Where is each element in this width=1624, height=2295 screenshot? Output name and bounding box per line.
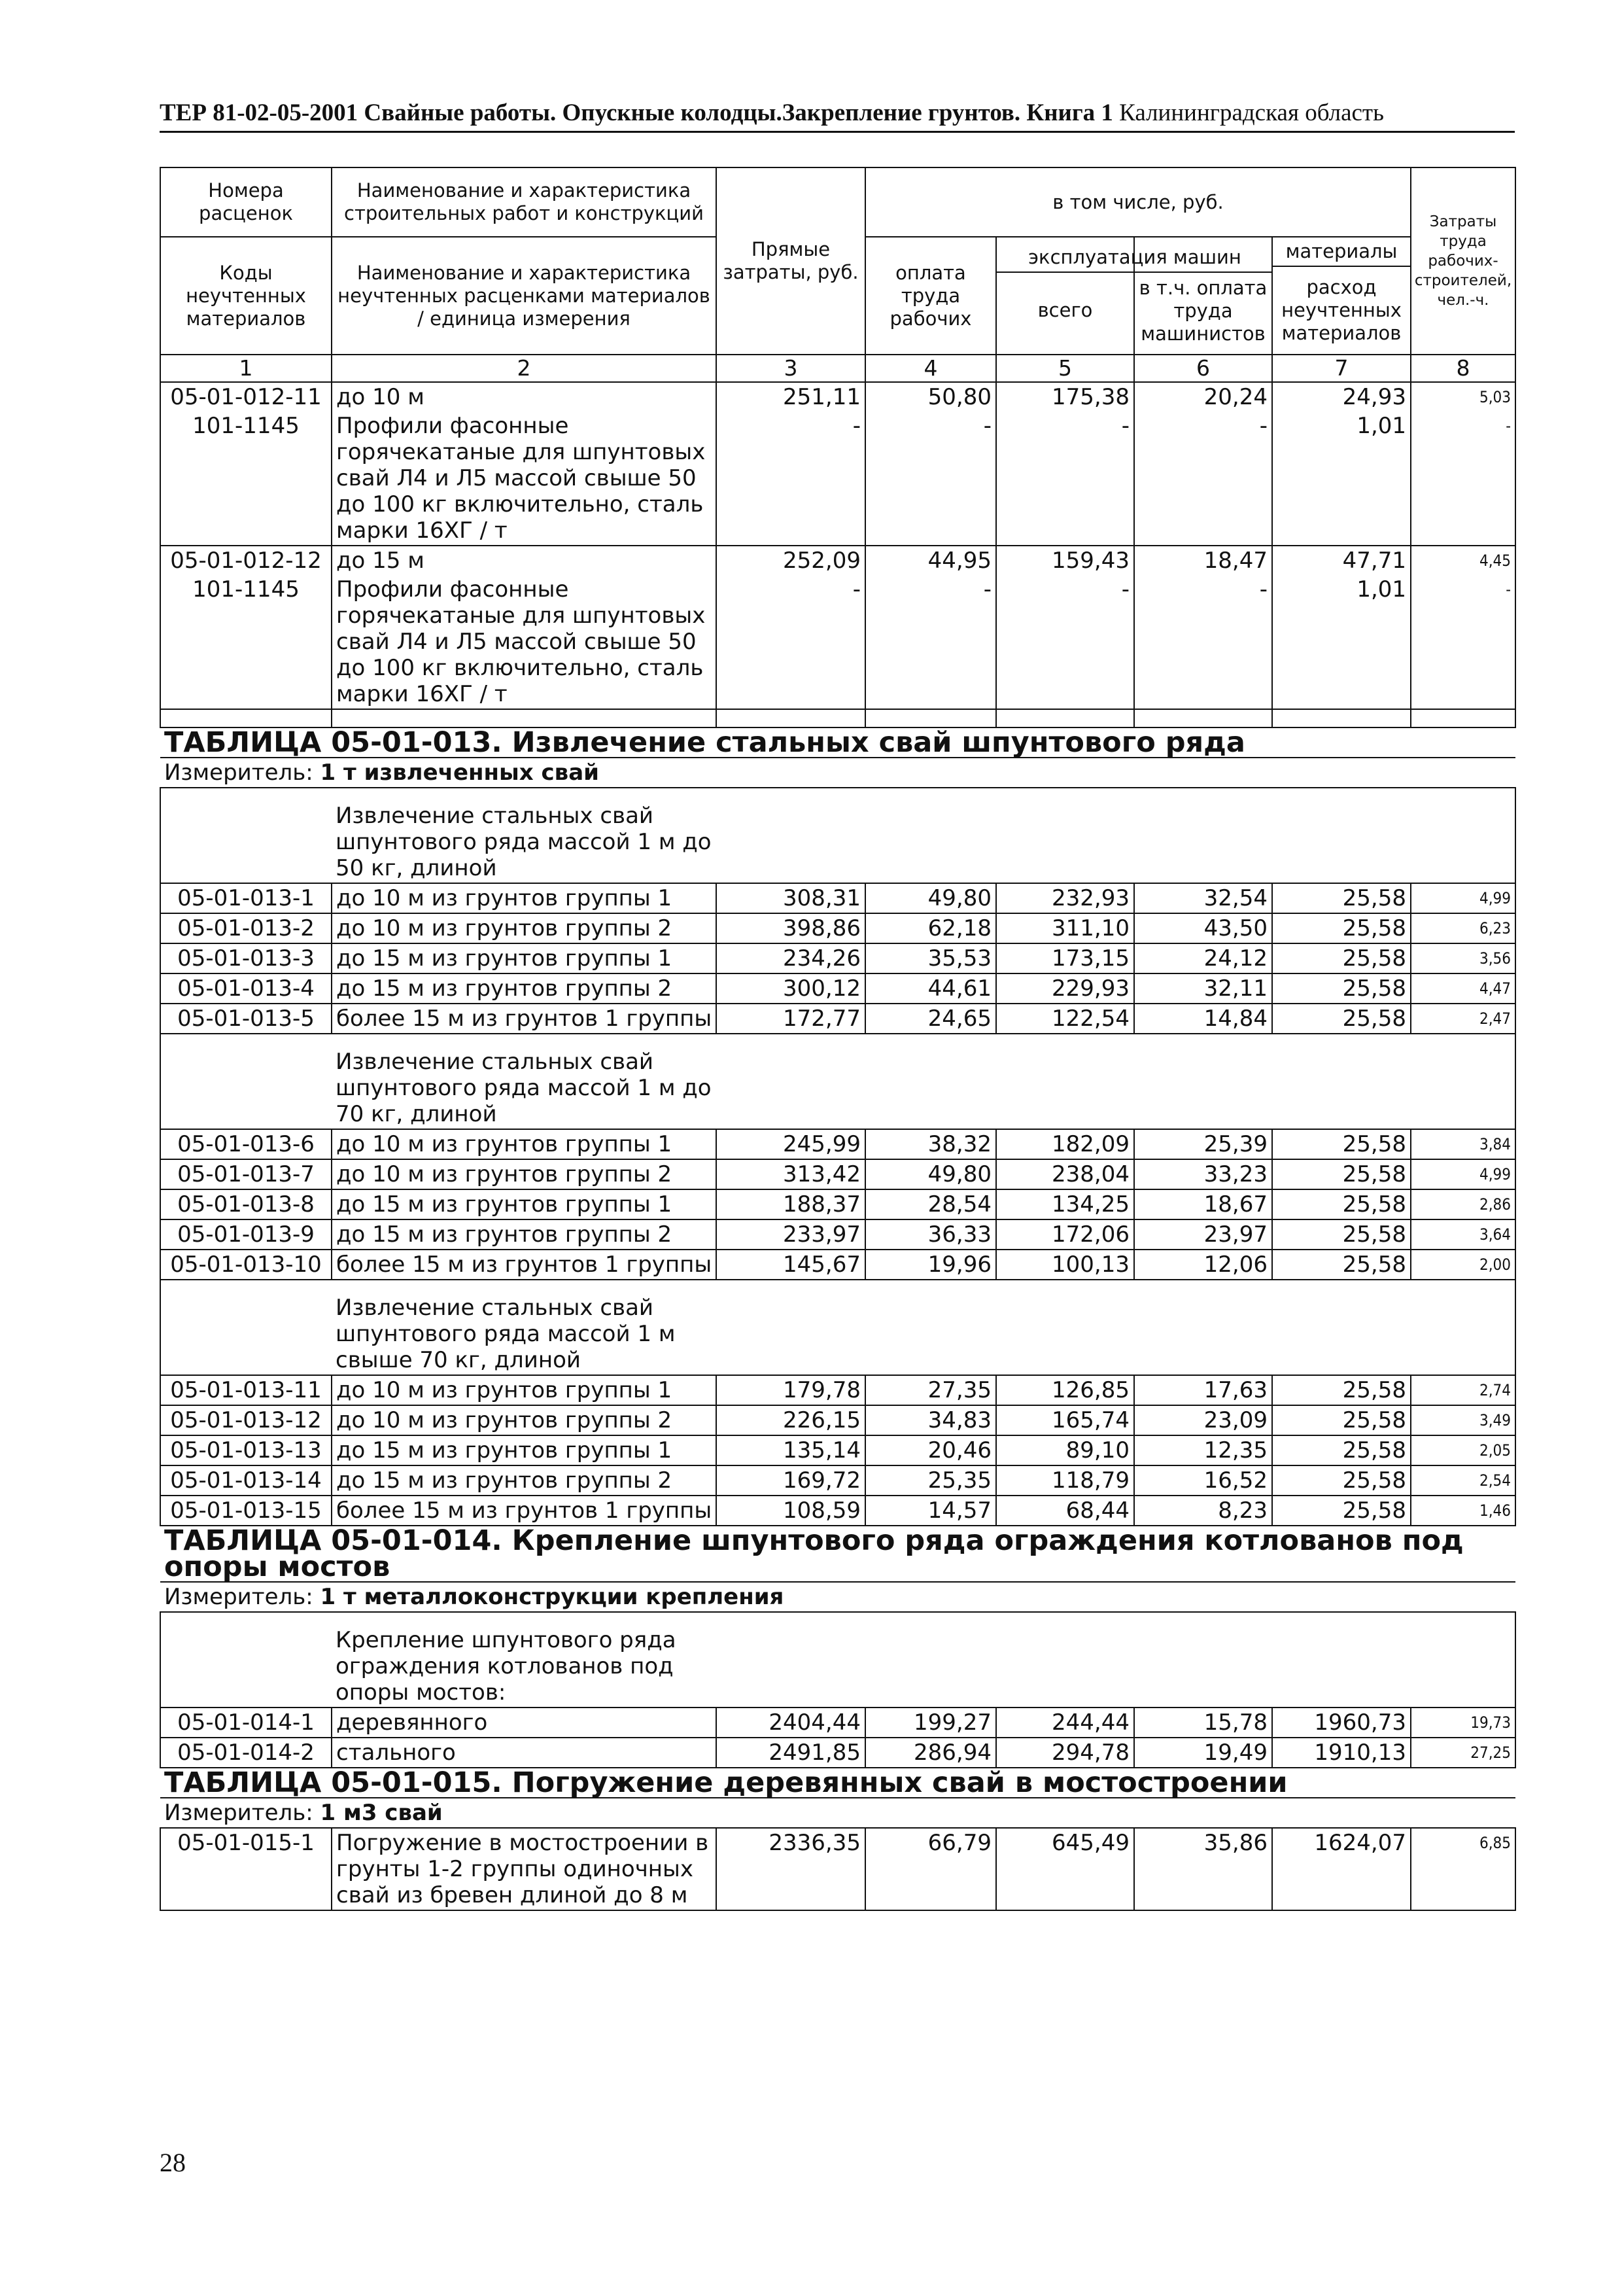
materials-head: материалы — [1273, 237, 1410, 267]
materials-cost: 25,58 — [1272, 883, 1411, 913]
labor-pay: 27,35 — [865, 1375, 996, 1405]
table-row — [160, 1405, 1515, 1435]
table-row — [160, 1828, 1515, 1910]
table-row — [160, 412, 1515, 546]
group-intro-014-text: Крепление шпунтового ряда ограждения котлованов под опоры мостов: — [336, 1627, 676, 1706]
table-014-measure — [160, 1582, 1515, 1612]
machines-head: эксплуатация машин — [997, 243, 1273, 273]
group-intro-2-text: Извлечение стальных свай шпунтового ряда массой 1 м до 70 кг, длиной — [336, 1049, 712, 1127]
col3-head: Прямые затраты, руб. — [716, 167, 865, 355]
table-013-title: ТАБЛИЦА 05-01-013. Извлечение стальных свай шпунтового ряда — [160, 727, 1515, 758]
spacer-cell — [716, 709, 865, 727]
direct-cost: 188,37 — [716, 1189, 865, 1219]
rate-code: 05-01-013-4 — [160, 973, 332, 1004]
machinists-pay: 15,78 — [1134, 1708, 1272, 1738]
materials-cost: 25,58 — [1272, 1129, 1411, 1159]
direct-cost: 245,99 — [716, 1129, 865, 1159]
labor-pay: 34,83 — [865, 1405, 996, 1435]
rate-code: 05-01-013-8 — [160, 1189, 332, 1219]
labor-pay: - — [865, 575, 996, 709]
machines-total: 311,10 — [996, 913, 1134, 943]
rate-name: до 15 м из грунтов группы 2 — [332, 1219, 716, 1250]
machinists-pay: 23,97 — [1134, 1219, 1272, 1250]
rate-name: Профили фасонные горячекатаные для шпунтовых свай Л4 и Л5 массой свыше 50 до 100 кг включительно, сталь марки 16ХГ / т — [332, 575, 716, 709]
empty-code-cell — [160, 788, 332, 883]
materials-cost: 1,01 — [1272, 575, 1411, 709]
labor-hours: 4,99 — [1411, 1159, 1515, 1189]
machinists-pay: 20,24 — [1134, 382, 1272, 412]
table-015-measure-row — [160, 1798, 1515, 1828]
rate-code: 05-01-013-12 — [160, 1405, 332, 1435]
spacer-cell — [332, 709, 716, 727]
rate-code: 05-01-013-14 — [160, 1465, 332, 1496]
col1-head-top: Номера расценок — [160, 167, 332, 237]
empty-code-cell — [160, 1612, 332, 1708]
materials-cost: 25,58 — [1272, 1375, 1411, 1405]
machinists-pay: 43,50 — [1134, 913, 1272, 943]
table-row — [160, 1129, 1515, 1159]
table-row — [160, 913, 1515, 943]
machines-total: 229,93 — [996, 973, 1134, 1004]
rate-name: до 10 м — [332, 382, 716, 412]
header-title: ТЕР 81-02-05-2001 Свайные работы. Опускные колодцы.Закрепление грунтов. Книга 1 — [160, 99, 1113, 126]
machines-total: 175,38 — [996, 382, 1134, 412]
direct-cost: 169,72 — [716, 1465, 865, 1496]
machinists-pay: 14,84 — [1134, 1004, 1272, 1034]
direct-cost: 234,26 — [716, 943, 865, 973]
machines-total: 238,04 — [996, 1159, 1134, 1189]
machinists-pay: 25,39 — [1134, 1129, 1272, 1159]
rate-name: до 10 м из грунтов группы 1 — [332, 1375, 716, 1405]
machines-total: 134,25 — [996, 1189, 1134, 1219]
materials-cost: 1910,13 — [1272, 1738, 1411, 1768]
labor-pay: 286,94 — [865, 1738, 996, 1768]
labor-hours: 3,84 — [1411, 1129, 1515, 1159]
direct-cost: 398,86 — [716, 913, 865, 943]
rate-code: 05-01-014-2 — [160, 1738, 332, 1768]
materials-cost: 25,58 — [1272, 973, 1411, 1004]
machinists-pay: 35,86 — [1134, 1828, 1272, 1910]
col8-head: Затраты труда рабочих-строителей, чел.-ч. — [1411, 167, 1515, 355]
rate-code: 05-01-013-6 — [160, 1129, 332, 1159]
rate-code: 05-01-014-1 — [160, 1708, 332, 1738]
labor-hours: 4,45 — [1411, 546, 1515, 575]
table-014-title: ТАБЛИЦА 05-01-014. Крепление шпунтового ряда ограждения котлованов под опоры мостов — [160, 1526, 1515, 1582]
labor-pay: 36,33 — [865, 1219, 996, 1250]
rate-name: Профили фасонные горячекатаные для шпунтовых свай Л4 и Л5 массой свыше 50 до 100 кг включительно, сталь марки 16ХГ / т — [332, 412, 716, 546]
labor-hours: 5,03 — [1411, 382, 1515, 412]
table-013-title-row — [160, 727, 1515, 758]
machines-total: 232,93 — [996, 883, 1134, 913]
rate-name: до 15 м из грунтов группы 1 — [332, 1435, 716, 1465]
labor-pay: 44,95 — [865, 546, 996, 575]
labor-hours: 2,54 — [1411, 1465, 1515, 1496]
labor-pay: 38,32 — [865, 1129, 996, 1159]
col7-head — [1272, 237, 1411, 355]
direct-cost: 145,67 — [716, 1250, 865, 1280]
direct-cost: 179,78 — [716, 1375, 865, 1405]
group-intro-1-text: Извлечение стальных свай шпунтового ряда массой 1 м до 50 кг, длиной — [336, 803, 712, 881]
labor-pay: 44,61 — [865, 973, 996, 1004]
direct-cost: 313,42 — [716, 1159, 865, 1189]
labor-hours: 4,47 — [1411, 973, 1515, 1004]
table-row — [160, 1219, 1515, 1250]
measure-value: 1 м3 свай — [320, 1800, 443, 1826]
rate-name: более 15 м из грунтов 1 группы — [332, 1496, 716, 1526]
page-number: 28 — [160, 2148, 186, 2177]
labor-hours: 2,05 — [1411, 1435, 1515, 1465]
rate-name: более 15 м из грунтов 1 группы — [332, 1250, 716, 1280]
labor-hours: 27,25 — [1411, 1738, 1515, 1768]
rate-code: 05-01-013-3 — [160, 943, 332, 973]
col1-head-bottom: Коды неучтенных материалов — [160, 237, 332, 355]
group-intro-row — [160, 1034, 1515, 1129]
group-intro-row — [160, 788, 1515, 883]
rate-name: до 15 м из грунтов группы 2 — [332, 973, 716, 1004]
labor-pay: 28,54 — [865, 1189, 996, 1219]
measure-label: Измеритель: — [164, 1800, 313, 1826]
rate-code: 05-01-013-7 — [160, 1159, 332, 1189]
materials-cost: 25,58 — [1272, 913, 1411, 943]
table-015-title-row — [160, 1768, 1515, 1798]
machines-total: 173,15 — [996, 943, 1134, 973]
labor-pay: 24,65 — [865, 1004, 996, 1034]
incl-head: в том числе, руб. — [865, 167, 1411, 237]
rate-name: до 10 м из грунтов группы 2 — [332, 1405, 716, 1435]
direct-cost: 135,14 — [716, 1435, 865, 1465]
rate-code: 05-01-013-13 — [160, 1435, 332, 1465]
machinists-pay: 24,12 — [1134, 943, 1272, 973]
rate-name: до 15 м — [332, 546, 716, 575]
labor-pay: 25,35 — [865, 1465, 996, 1496]
labor-pay: 49,80 — [865, 883, 996, 913]
colnum-2: 2 — [332, 355, 716, 382]
direct-cost: 233,97 — [716, 1219, 865, 1250]
rate-name: до 10 м из грунтов группы 2 — [332, 913, 716, 943]
labor-hours: 3,56 — [1411, 943, 1515, 973]
materials-cost: 25,58 — [1272, 1435, 1411, 1465]
table-body — [160, 382, 1515, 1910]
labor-pay: 49,80 — [865, 1159, 996, 1189]
labor-pay: - — [865, 412, 996, 546]
rate-name: до 10 м из грунтов группы 1 — [332, 1129, 716, 1159]
rate-name: до 15 м из грунтов группы 1 — [332, 1189, 716, 1219]
labor-pay: 20,46 — [865, 1435, 996, 1465]
labor-hours: 2,86 — [1411, 1189, 1515, 1219]
table-row — [160, 943, 1515, 973]
machinists-pay: 23,09 — [1134, 1405, 1272, 1435]
direct-cost: 252,09 — [716, 546, 865, 575]
materials-cost: 25,58 — [1272, 1004, 1411, 1034]
machines-total: 126,85 — [996, 1375, 1134, 1405]
header-region: Калининградская область — [1119, 99, 1384, 126]
rate-name: стального — [332, 1738, 716, 1768]
materials-cost: 25,58 — [1272, 1219, 1411, 1250]
materials-cost: 25,58 — [1272, 943, 1411, 973]
spacer-cell — [996, 709, 1134, 727]
measure-value: 1 т металлоконструкции крепления — [320, 1584, 784, 1610]
group-intro-3 — [332, 1280, 1515, 1375]
direct-cost: - — [716, 575, 865, 709]
labor-hours: 6,85 — [1411, 1828, 1515, 1910]
table-row — [160, 382, 1515, 412]
spacer-row — [160, 709, 1515, 727]
machines-total: - — [996, 575, 1134, 709]
machines-total: 182,09 — [996, 1129, 1134, 1159]
materials-cost: 25,58 — [1272, 1465, 1411, 1496]
group-intro-3-text: Извлечение стальных свай шпунтового ряда массой 1 м свыше 70 кг, длиной — [336, 1295, 676, 1373]
labor-pay: 14,57 — [865, 1496, 996, 1526]
direct-cost: - — [716, 412, 865, 546]
machinists-pay: 18,67 — [1134, 1189, 1272, 1219]
machines-total: 244,44 — [996, 1708, 1134, 1738]
labor-pay: 19,96 — [865, 1250, 996, 1280]
materials-cost: 25,58 — [1272, 1159, 1411, 1189]
colnum-5: 5 — [996, 355, 1134, 382]
rates-table — [160, 167, 1516, 1911]
spacer-cell — [1411, 709, 1515, 727]
spacer-cell — [865, 709, 996, 727]
table-row — [160, 1496, 1515, 1526]
direct-cost: 300,12 — [716, 973, 865, 1004]
labor-hours: 2,00 — [1411, 1250, 1515, 1280]
direct-cost: 108,59 — [716, 1496, 865, 1526]
labor-hours: 2,47 — [1411, 1004, 1515, 1034]
materials-cost: 25,58 — [1272, 1405, 1411, 1435]
labor-pay: 35,53 — [865, 943, 996, 973]
machinists-pay: 18,47 — [1134, 546, 1272, 575]
column-numbers-row — [160, 355, 1515, 382]
labor-hours: 1,46 — [1411, 1496, 1515, 1526]
group-intro-1 — [332, 788, 1515, 883]
rate-name: до 15 м из грунтов группы 1 — [332, 943, 716, 973]
table-row — [160, 1375, 1515, 1405]
machinists-pay: - — [1134, 575, 1272, 709]
machines-total: 100,13 — [996, 1250, 1134, 1280]
machinists-pay: - — [1134, 412, 1272, 546]
rate-name: до 10 м из грунтов группы 1 — [332, 883, 716, 913]
rate-name: до 10 м из грунтов группы 2 — [332, 1159, 716, 1189]
labor-hours: 19,73 — [1411, 1708, 1515, 1738]
labor-pay: 50,80 — [865, 382, 996, 412]
labor-pay: 62,18 — [865, 913, 996, 943]
measure-value: 1 т извлеченных свай — [320, 760, 599, 786]
direct-cost: 2336,35 — [716, 1828, 865, 1910]
group-intro-014 — [332, 1612, 1515, 1708]
rate-name: до 15 м из грунтов группы 2 — [332, 1465, 716, 1496]
table-015-measure — [160, 1798, 1515, 1828]
col6-head-label: в т.ч. оплата труда машинистов — [1139, 276, 1268, 345]
materials-cost: 1,01 — [1272, 412, 1411, 546]
table-row — [160, 1738, 1515, 1768]
group-intro-row — [160, 1612, 1515, 1708]
machines-total: 89,10 — [996, 1435, 1134, 1465]
machinists-pay: 17,63 — [1134, 1375, 1272, 1405]
materials-cost: 25,58 — [1272, 1496, 1411, 1526]
labor-hours: 3,64 — [1411, 1219, 1515, 1250]
page-header — [160, 98, 1515, 133]
machinists-pay: 32,11 — [1134, 973, 1272, 1004]
table-013-measure-row — [160, 758, 1515, 788]
machines-total: 68,44 — [996, 1496, 1134, 1526]
rate-code: 05-01-013-11 — [160, 1375, 332, 1405]
table-013-measure — [160, 758, 1515, 788]
table-014-title-row — [160, 1526, 1515, 1582]
colnum-6: 6 — [1134, 355, 1272, 382]
table-row — [160, 1708, 1515, 1738]
labor-pay: 66,79 — [865, 1828, 996, 1910]
machines-total: - — [996, 412, 1134, 546]
table-015-title: ТАБЛИЦА 05-01-015. Погружение деревянных свай в мостостроении — [160, 1768, 1515, 1798]
materials-cost: 24,93 — [1272, 382, 1411, 412]
rate-code: 05-01-015-1 — [160, 1828, 332, 1910]
group-intro-2 — [332, 1034, 1515, 1129]
rate-code: 05-01-013-15 — [160, 1496, 332, 1526]
table-row — [160, 1189, 1515, 1219]
machines-total: 165,74 — [996, 1405, 1134, 1435]
direct-cost: 251,11 — [716, 382, 865, 412]
table-row — [160, 575, 1515, 709]
rate-code: 05-01-013-5 — [160, 1004, 332, 1034]
table-row — [160, 1004, 1515, 1034]
spacer-cell — [1272, 709, 1411, 727]
rate-code: 05-01-013-9 — [160, 1219, 332, 1250]
labor-pay: 199,27 — [865, 1708, 996, 1738]
colnum-1: 1 — [160, 355, 332, 382]
colnum-4: 4 — [865, 355, 996, 382]
machinists-pay: 32,54 — [1134, 883, 1272, 913]
machines-total: 645,49 — [996, 1828, 1134, 1910]
rate-code: 05-01-013-10 — [160, 1250, 332, 1280]
rate-name: более 15 м из грунтов 1 группы — [332, 1004, 716, 1034]
rate-code: 05-01-013-2 — [160, 913, 332, 943]
col7-head-label: расход неучтенных материалов — [1281, 276, 1402, 344]
rate-code: 05-01-012-12 — [160, 546, 332, 575]
machinists-pay: 33,23 — [1134, 1159, 1272, 1189]
materials-cost: 25,58 — [1272, 1189, 1411, 1219]
labor-hours: 4,99 — [1411, 883, 1515, 913]
colnum-7: 7 — [1272, 355, 1411, 382]
materials-cost: 25,58 — [1272, 1250, 1411, 1280]
table-row — [160, 1435, 1515, 1465]
machines-total: 118,79 — [996, 1465, 1134, 1496]
machinists-pay: 19,49 — [1134, 1738, 1272, 1768]
table-row — [160, 1159, 1515, 1189]
rate-name: деревянного — [332, 1708, 716, 1738]
labor-hours: - — [1411, 575, 1515, 709]
spacer-cell — [160, 709, 332, 727]
machinists-pay: 16,52 — [1134, 1465, 1272, 1496]
group-intro-row — [160, 1280, 1515, 1375]
rate-code: 05-01-012-11 — [160, 382, 332, 412]
machines-total: 172,06 — [996, 1219, 1134, 1250]
direct-cost: 308,31 — [716, 883, 865, 913]
colnum-3: 3 — [716, 355, 865, 382]
direct-cost: 2491,85 — [716, 1738, 865, 1768]
table-014-measure-row — [160, 1582, 1515, 1612]
machinists-pay: 12,35 — [1134, 1435, 1272, 1465]
labor-hours: 6,23 — [1411, 913, 1515, 943]
empty-code-cell — [160, 1280, 332, 1375]
machinists-pay: 12,06 — [1134, 1250, 1272, 1280]
machines-total: 159,43 — [996, 546, 1134, 575]
measure-label: Измеритель: — [164, 760, 313, 786]
machines-total: 294,78 — [996, 1738, 1134, 1768]
materials-cost: 47,71 — [1272, 546, 1411, 575]
table-row — [160, 883, 1515, 913]
table-row — [160, 1250, 1515, 1280]
direct-cost: 172,77 — [716, 1004, 865, 1034]
spacer-cell — [1134, 709, 1272, 727]
labor-hours: 3,49 — [1411, 1405, 1515, 1435]
table-row — [160, 973, 1515, 1004]
machines-total: 122,54 — [996, 1004, 1134, 1034]
col2-head-bottom: Наименование и характеристика неучтенных расценками материалов / единица измерения — [332, 237, 716, 355]
materials-cost: 1960,73 — [1272, 1708, 1411, 1738]
table-row — [160, 1465, 1515, 1496]
direct-cost: 2404,44 — [716, 1708, 865, 1738]
labor-hours: 2,74 — [1411, 1375, 1515, 1405]
machinists-pay: 8,23 — [1134, 1496, 1272, 1526]
materials-cost: 1624,07 — [1272, 1828, 1411, 1910]
col4-head: оплата труда рабочих — [865, 237, 996, 355]
col5-head-label: всего — [1037, 299, 1093, 321]
rate-name: Погружение в мостостроении в грунты 1-2 группы одиночных свай из бревен длиной до 8 м — [332, 1828, 716, 1910]
table-row — [160, 546, 1515, 575]
table-header — [160, 167, 1515, 382]
direct-cost: 226,15 — [716, 1405, 865, 1435]
colnum-8: 8 — [1411, 355, 1515, 382]
rate-code: 101-1145 — [160, 575, 332, 709]
measure-label: Измеритель: — [164, 1584, 313, 1610]
rate-code: 101-1145 — [160, 412, 332, 546]
labor-hours: - — [1411, 412, 1515, 546]
empty-code-cell — [160, 1034, 332, 1129]
rate-code: 05-01-013-1 — [160, 883, 332, 913]
col2-head-top: Наименование и характеристика строительных работ и конструкций — [332, 167, 716, 237]
